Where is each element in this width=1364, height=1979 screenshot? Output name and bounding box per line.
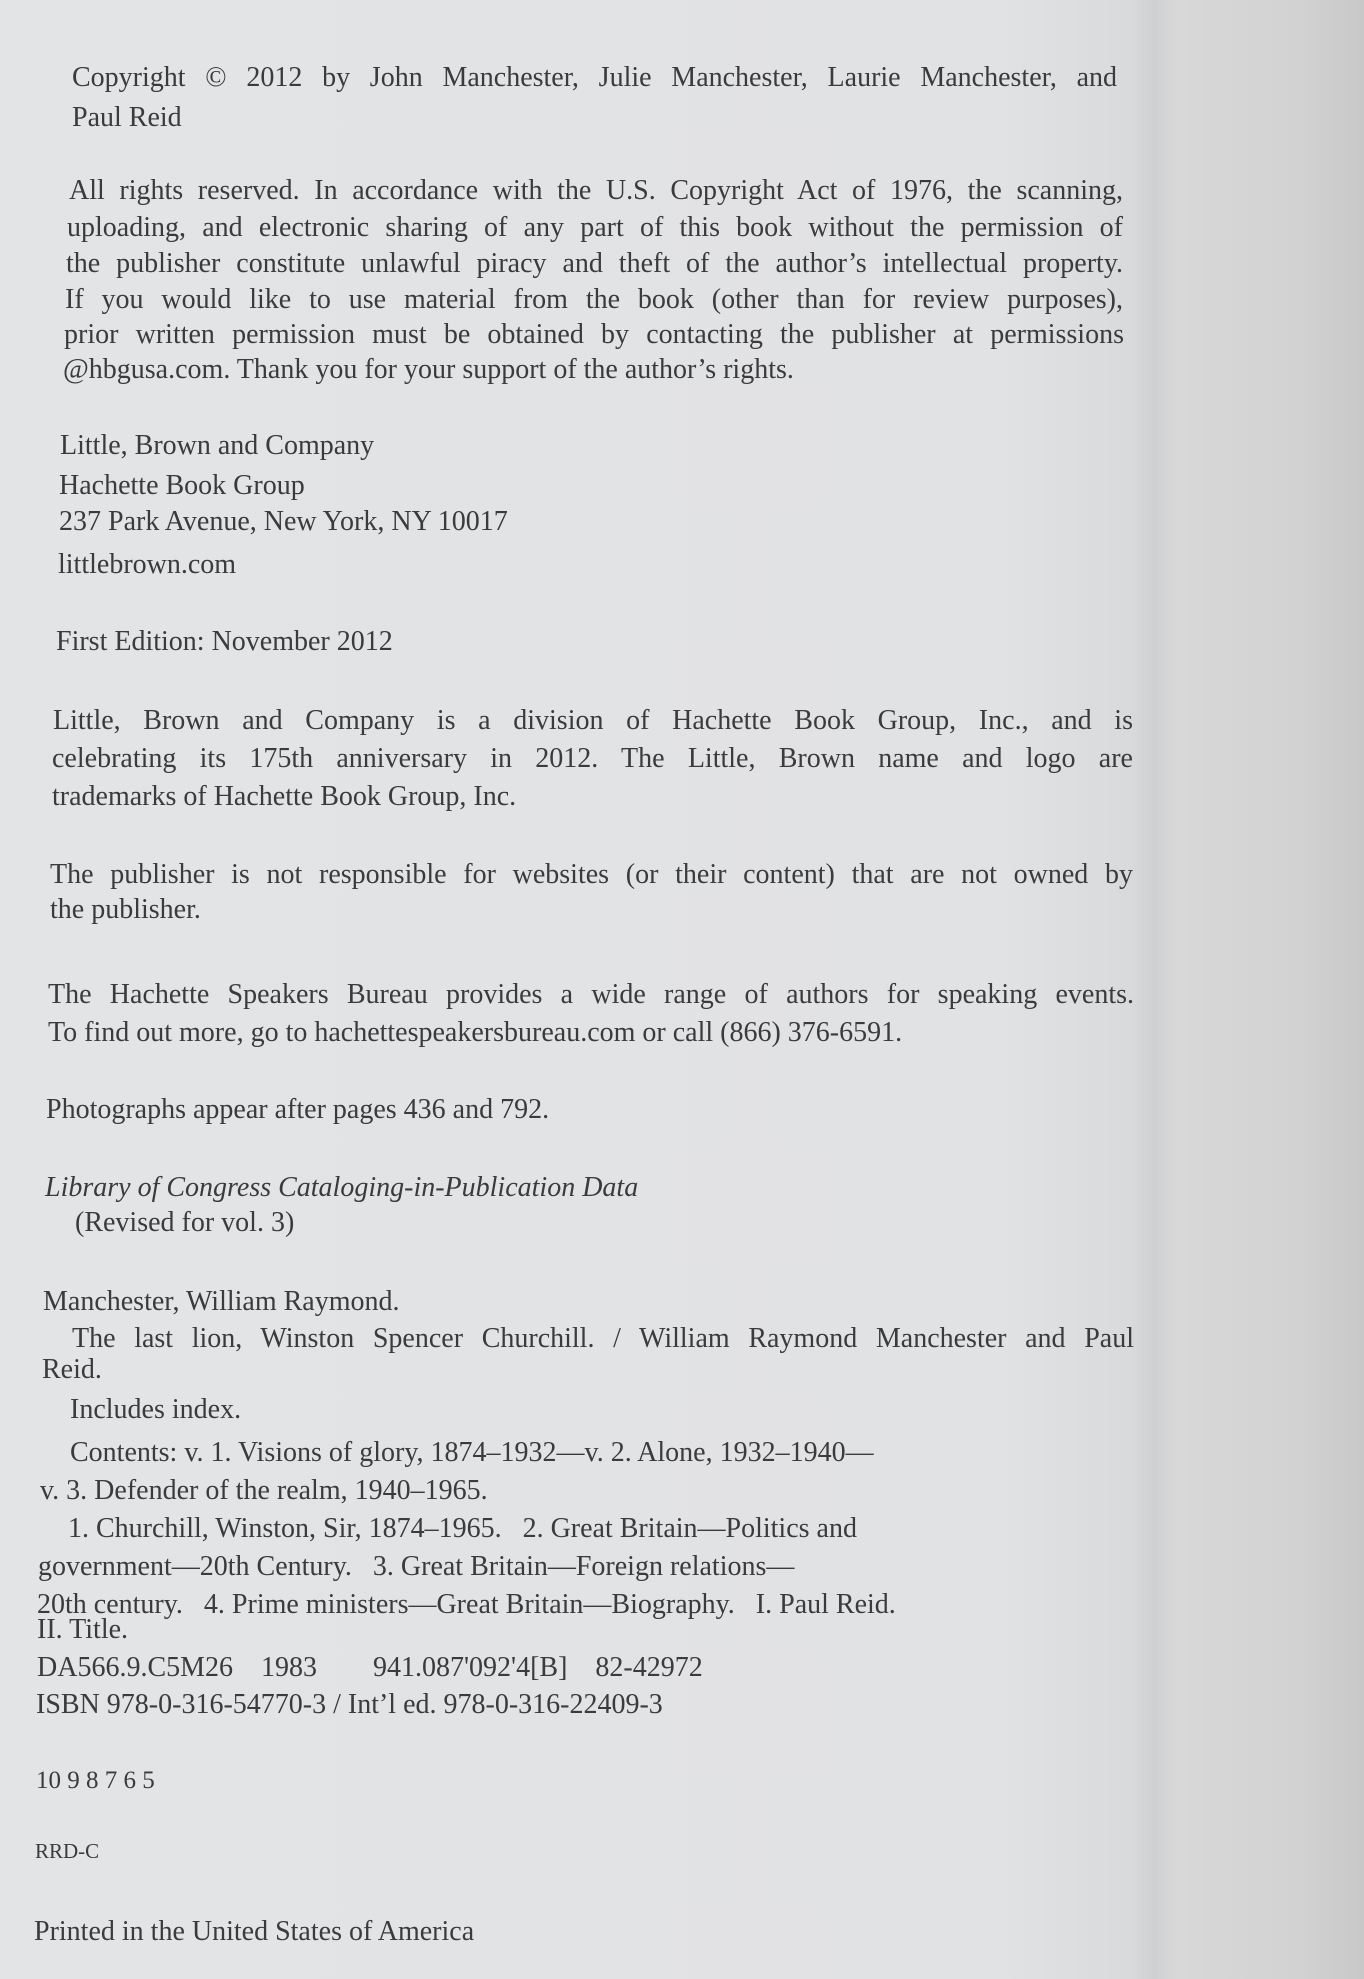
copyright-line: Paul Reid: [72, 102, 182, 133]
cip-line: The last lion, Winston Spencer Churchill. / William Raymond Manchester and Paul: [72, 1323, 1134, 1354]
rights-line: @hbgusa.com. Thank you for your support of the author’s rights.: [63, 354, 794, 385]
cip-isbn: ISBN 978-0-316-54770-3 / Int’l ed. 978-0-316-22409-3: [36, 1689, 663, 1720]
cip-classification: DA566.9.C5M26 1983 941.087'092'4[B] 82-42972: [37, 1652, 703, 1683]
disclaimer-line: The publisher is not responsible for websites (or their content) that are not owned by: [50, 859, 1133, 890]
cip-line: 1. Churchill, Winston, Sir, 1874–1965. 2. Great Britain—Politics and: [68, 1513, 857, 1544]
publisher-website: littlebrown.com: [58, 549, 237, 580]
cip-line: Manchester, William Raymond.: [43, 1286, 400, 1317]
printer-code: RRD-C: [35, 1839, 100, 1863]
copyright-line: Copyright © 2012 by John Manchester, Julie Manchester, Laurie Manchester, and: [72, 62, 1117, 93]
publisher-line: 237 Park Avenue, New York, NY 10017: [59, 506, 508, 537]
rights-line: If you would like to use material from the book (other than for review purposes),: [65, 284, 1123, 315]
cip-line: II. Title.: [37, 1614, 129, 1645]
cip-subtitle: (Revised for vol. 3): [75, 1207, 295, 1238]
division-line: Little, Brown and Company is a division of Hachette Book Group, Inc., and is: [53, 705, 1133, 736]
cip-line: v. 3. Defender of the realm, 1940–1965.: [40, 1475, 488, 1506]
rights-line: All rights reserved. In accordance with the U.S. Copyright Act of 1976, the scanning,: [69, 175, 1123, 206]
publisher-line: Little, Brown and Company: [60, 430, 375, 461]
cip-line: Reid.: [42, 1354, 102, 1385]
cip-line: Contents: v. 1. Visions of glory, 1874–1932—v. 2. Alone, 1932–1940—: [70, 1437, 874, 1468]
speakers-line: To find out more, go to hachettespeakersbureau.com or call (866) 376-6591.: [48, 1017, 903, 1048]
division-line: trademarks of Hachette Book Group, Inc.: [52, 781, 517, 812]
division-line: celebrating its 175th anniversary in 2012. The Little, Brown name and logo are: [52, 743, 1133, 774]
cip-line: Includes index.: [70, 1394, 242, 1425]
cip-line: 20th century. 4. Prime ministers—Great Britain—Biography. I. Paul Reid.: [37, 1589, 896, 1620]
speakers-line: The Hachette Speakers Bureau provides a wide range of authors for speaking events.: [48, 979, 1134, 1010]
edition-line: First Edition: November 2012: [56, 626, 393, 657]
publisher-line: Hachette Book Group: [59, 470, 305, 501]
photographs-line: Photographs appear after pages 436 and 792.: [46, 1094, 550, 1125]
disclaimer-line: the publisher.: [50, 894, 201, 925]
rights-line: uploading, and electronic sharing of any part of this book without the permission of: [67, 212, 1123, 243]
cip-line: government—20th Century. 3. Great Britain—Foreign relations—: [38, 1551, 795, 1582]
rights-line: prior written permission must be obtained by contacting the publisher at permissions: [64, 319, 1124, 350]
rights-line: the publisher constitute unlawful piracy and theft of the author’s intellectual property.: [66, 248, 1123, 279]
printed-in-line: Printed in the United States of America: [34, 1916, 475, 1947]
cip-title: Library of Congress Cataloging-in-Publication Data: [45, 1172, 639, 1203]
printing-line: 10 9 8 7 6 5: [36, 1767, 155, 1794]
